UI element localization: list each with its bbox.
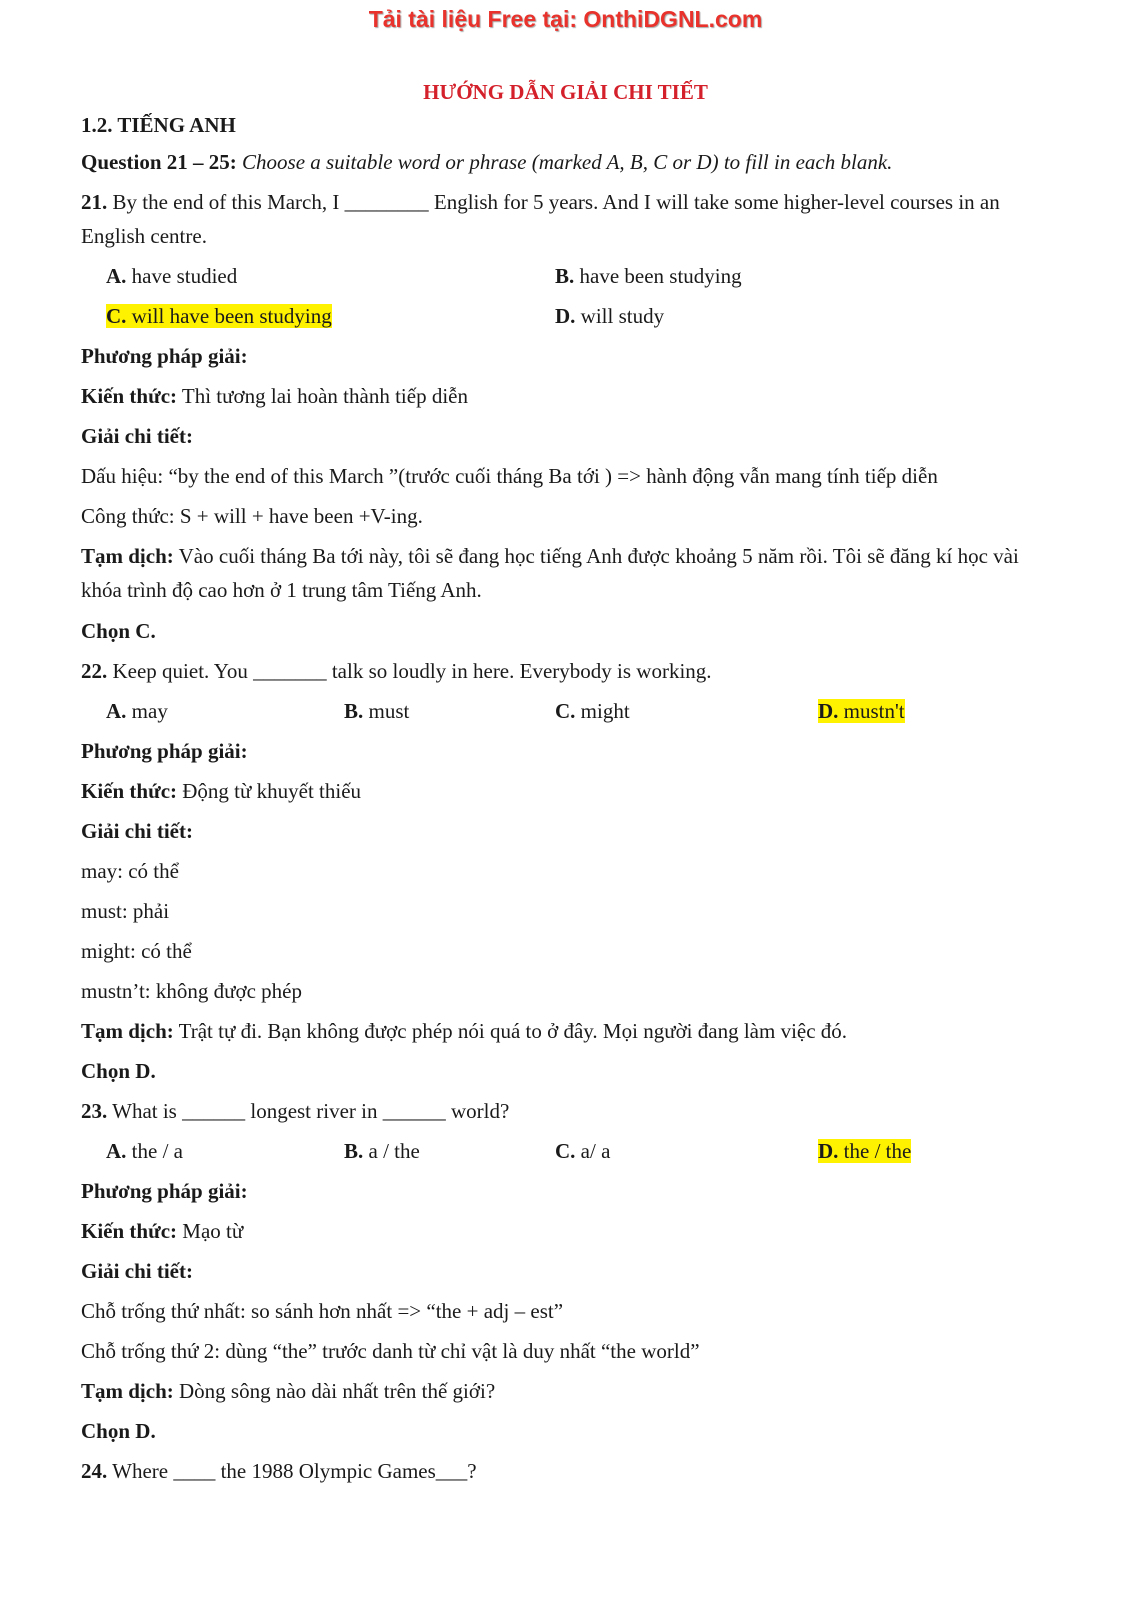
q22-detail-line: must: phải — [81, 899, 170, 923]
q21-option-d: D. will study — [555, 304, 665, 328]
question-21: 21. By the end of this March, I ________ English for 5 years. And I will take some higher-level courses in an English centre. — [81, 190, 1000, 248]
site-banner: Tải tài liệu Free tại: OnthiDGNL.com — [368, 6, 763, 32]
q23-option-b: B. a / the — [344, 1139, 420, 1163]
q21-knowledge: Kiến thức: Thì tương lai hoàn thành tiếp diễn — [81, 384, 468, 408]
instruction: Question 21 – 25: Choose a suitable word or phrase (marked A, B, C or D) to fill in each blank. — [81, 150, 893, 174]
q22-option-c: C. might — [555, 699, 630, 723]
q23-option-d: D. the / the — [818, 1139, 912, 1163]
q23-translation: Tạm dịch: Dòng sông nào dài nhất trên thế giới? — [81, 1379, 496, 1403]
q21-option-c: C. will have been studying — [106, 304, 332, 328]
q23-detail-line: Chỗ trống thứ nhất: so sánh hơn nhất => “the + adj – est” — [81, 1299, 564, 1323]
q21-detail-line: Dấu hiệu: “by the end of this March ”(trước cuối tháng Ba tới ) => hành động vẫn mang tính tiếp diễn — [81, 464, 938, 488]
q21-translation: Tạm dịch: Vào cuối tháng Ba tới này, tôi sẽ đang học tiếng Anh được khoảng 5 năm rồi. Tôi sẽ đăng kí học vài khóa trình độ cao hơn ở 1 trung tâm Tiếng Anh. — [81, 544, 1019, 602]
q22-option-b: B. must — [344, 699, 410, 723]
q21-option-b: B. have been studying — [555, 264, 742, 288]
q22-translation: Tạm dịch: Trật tự đi. Bạn không được phép nói quá to ở đây. Mọi người đang làm việc đó. — [81, 1019, 848, 1043]
page-title: HƯỚNG DẪN GIẢI CHI TIẾT — [423, 80, 708, 104]
q23-option-a: A. the / a — [106, 1139, 183, 1163]
q22-option-d: D. mustn't — [818, 699, 905, 723]
q22-answer: Chọn D. — [81, 1059, 156, 1083]
question-22: 22. Keep quiet. You _______ talk so loudly in here. Everybody is working. — [81, 659, 712, 683]
q23-detail-label: Giải chi tiết: — [81, 1259, 193, 1283]
q23-detail-line: Chỗ trống thứ 2: dùng “the” trước danh từ chỉ vật là duy nhất “the world” — [81, 1339, 700, 1363]
question-24: 24. Where ____ the 1988 Olympic Games___? — [81, 1459, 477, 1483]
q22-detail-line: mustn’t: không được phép — [81, 979, 303, 1003]
q21-answer: Chọn C. — [81, 619, 156, 643]
q21-detail-label: Giải chi tiết: — [81, 424, 193, 448]
q23-knowledge: Kiến thức: Mạo từ — [81, 1219, 244, 1243]
q22-option-a: A. may — [106, 699, 168, 723]
q23-method-label: Phương pháp giải: — [81, 1179, 248, 1203]
question-23: 23. What is ______ longest river in ______ world? — [81, 1099, 510, 1123]
q21-detail-line: Công thức: S + will + have been +V-ing. — [81, 504, 423, 528]
q21-method-label: Phương pháp giải: — [81, 344, 248, 368]
q22-detail-line: may: có thể — [81, 859, 179, 883]
q23-answer: Chọn D. — [81, 1419, 156, 1443]
section-heading: 1.2. TIẾNG ANH — [81, 113, 236, 137]
q22-knowledge: Kiến thức: Động từ khuyết thiếu — [81, 779, 362, 803]
q23-option-c: C. a/ a — [555, 1139, 611, 1163]
q22-method-label: Phương pháp giải: — [81, 739, 248, 763]
q22-detail-line: might: có thể — [81, 939, 192, 963]
q21-option-a: A. have studied — [106, 264, 238, 288]
q22-detail-label: Giải chi tiết: — [81, 819, 193, 843]
